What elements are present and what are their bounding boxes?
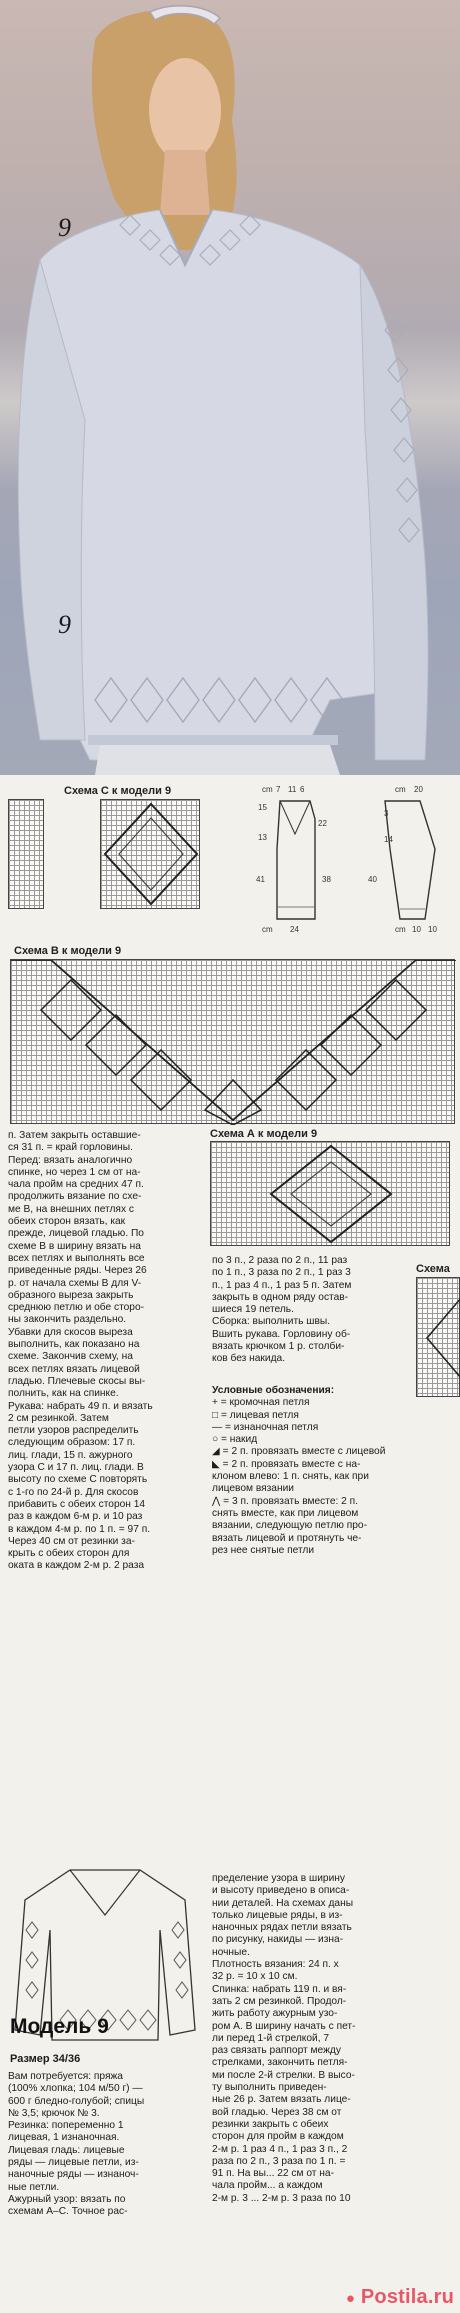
text-line: среднюю петлю и обе сторо- (8, 1302, 145, 1314)
text-line: сторон для пройм в каждом (212, 2131, 344, 2143)
text-line: по 1 п., 3 раза по 2 п., 1 раз 3 (212, 1267, 351, 1279)
model-number-label: 9 (58, 213, 71, 242)
legend-item: + = кромочная петля (212, 1397, 310, 1409)
dimension-label: 7 (276, 785, 281, 794)
text-line: резинки закрыть с обеих (212, 2118, 329, 2130)
text-line: 2-м р. 1 раз 4 п., 1 раз 3 п., 2 (212, 2143, 348, 2155)
watermark (346, 2286, 454, 2309)
text-line: ром А. В ширину начать с пет- (212, 2020, 356, 2032)
text-line: полнить, как на спинке. (8, 1388, 119, 1400)
scanned-instructions-page (0, 775, 460, 2313)
text-line: гладью. Плечевые скосы вы- (8, 1375, 146, 1387)
text-line: пределение узора в ширину (212, 1873, 345, 1884)
text-column-1 (8, 1130, 204, 1573)
text-line: шиеся 19 петель. (212, 1304, 294, 1316)
schema-c-side-grid (8, 799, 44, 909)
legend-item: ⋀ = 3 п. провязать вместе: 2 п. (212, 1495, 359, 1507)
text-line: закрыть в одном ряду остав- (212, 1291, 349, 1303)
text-line: Резинка: попеременно 1 (8, 2120, 124, 2132)
text-line: ми после 2-й стрелки. В высо- (212, 2069, 355, 2081)
text-line: спинке, но через 1 см от на- (8, 1166, 141, 1178)
dimension-label: 41 (256, 875, 265, 884)
text-line: вой гладью. Через 38 см от (212, 2106, 342, 2118)
schema-b-title: Схема В к модели 9 (14, 945, 122, 957)
text-line: наночных рядах петли вязать (212, 1922, 352, 1934)
text-line: следующим образом: 17 п. (8, 1437, 136, 1449)
dimension-label: 3 (384, 809, 389, 818)
schema-a-grid (210, 1141, 450, 1246)
text-line: Лицевая гладь: лицевые (8, 2144, 125, 2156)
text-line: прибавить с обеих сторон 14 (8, 1498, 146, 1510)
legend-item: ◣ = 2 п. провязать вместе с на- (212, 1458, 361, 1470)
dimension-label: cm (395, 925, 406, 934)
text-line: п., 1 раз 4 п., 1 раз 5 п. Затем (212, 1279, 352, 1291)
dimension-label: 11 (288, 785, 297, 794)
text-line: ные 26 р. Затем вязать лице- (212, 2094, 351, 2106)
text-line: Убавки для скосов выреза (8, 1326, 133, 1338)
dimension-label: 10 (428, 925, 437, 934)
text-line: 32 р. = 10 х 10 см. (212, 1971, 298, 1983)
legend-item: □ = лицевая петля (212, 1409, 299, 1421)
dimension-label: 14 (384, 835, 393, 844)
text-line: раз связать раппорт между (212, 2045, 341, 2057)
text-line: по 3 п., 2 раза по 2 п., 11 раз (212, 1255, 348, 1266)
text-line: всех петлях и выполнять все (8, 1252, 145, 1264)
text-line: Через 40 см от резинки за- (8, 1535, 135, 1547)
text-line: чала пройм... а каждом (212, 2180, 323, 2192)
text-line: Плотность вязания: 24 п. х (212, 1959, 339, 1971)
dimension-label: 15 (258, 803, 267, 812)
legend-item: вязании, следующую петлю про- (212, 1520, 367, 1532)
legend-item: ○ = накид (212, 1434, 258, 1446)
dimension-label: cm (262, 925, 273, 934)
dimension-label: 38 (322, 875, 331, 884)
legend-item: клоном влево: 1 п. снять, как при (212, 1471, 369, 1483)
schema-b-grid (10, 959, 455, 1124)
dimension-label: 10 (412, 925, 421, 934)
legend-item: — = изнаночная петля (212, 1421, 319, 1433)
text-line: ков без накида. (212, 1353, 286, 1365)
text-line: и высоту приведено в описа- (212, 1885, 350, 1897)
text-line: ли перед 1-й стрелкой, 7 (212, 2032, 330, 2044)
text-line: ночные. (212, 1946, 250, 1958)
dimension-label: 20 (414, 785, 423, 794)
text-line: нии деталей. На схемах даны (212, 1897, 354, 1909)
legend-item: снять вместе, как при лицевом (212, 1507, 359, 1519)
text-line: 600 г бледно-голубой; спицы (8, 2095, 145, 2107)
dimension-label: cm (262, 785, 273, 794)
text-line: схемам А–С. Точное рас- (8, 2206, 128, 2218)
schema-partial-grid (416, 1277, 460, 1397)
text-line: узора С и 17 п. лиц. глади. В (8, 1462, 144, 1474)
text-line: (100% хлопка; 104 м/50 г) — (8, 2083, 143, 2095)
text-line: жить работу ажурным узо- (212, 2008, 338, 2020)
text-bottom-left (8, 2071, 208, 2219)
text-bottom-right (212, 1873, 456, 2205)
text-line: стрелками, закончить петля- (212, 2057, 348, 2069)
text-line: окатa в каждом 2-м р. 2 раза (8, 1560, 145, 1572)
dimension-label: 22 (318, 819, 327, 828)
text-line: № 3,5; крючок № 3. (8, 2107, 100, 2119)
dimension-label: cm (395, 785, 406, 794)
legend-item: ◢ = 2 п. провязать вместе с лицевой (212, 1446, 386, 1458)
legend (212, 1385, 412, 1557)
model-number-label: 9 (58, 610, 71, 639)
sweater-photo-illustration (0, 0, 460, 775)
text-line: продолжить вязание по схе- (8, 1191, 142, 1203)
text-line: всех петлях вязать лицевой (8, 1363, 140, 1375)
text-line: ные петли. (8, 2181, 60, 2193)
model-photo (0, 0, 460, 775)
text-line: петли узоров распределить (8, 1425, 139, 1437)
text-line: схеме В в ширину вязать на (8, 1240, 141, 1252)
text-line: ны закончить раздельно. (8, 1314, 127, 1326)
garment-pattern-outlines (255, 789, 455, 939)
text-line: раза по 2 п., 3 раза по 1 п. = (212, 2155, 346, 2167)
text-line: только лицевые ряды, в из- (212, 1909, 343, 1921)
text-line: ме В, на внешних петлях с (8, 1203, 134, 1215)
watermark-text: Postila.ru (360, 2286, 454, 2308)
text-line: Ажурный узор: вязать по (8, 2193, 126, 2205)
legend-item: вязать лицевой и протянуть че- (212, 1532, 362, 1544)
schema-c-grid (100, 799, 200, 909)
text-line: Спинка: набрать 119 п. и вя- (212, 1983, 347, 1995)
text-line: наночные ряды — изнаноч- (8, 2169, 139, 2181)
legend-item: рез нее снятые петли (212, 1544, 315, 1556)
text-line: Вам потребуется: пряжа (8, 2071, 123, 2082)
text-line: схеме. Закончив схему, на (8, 1351, 133, 1363)
text-line: Рукава: набрать 49 п. и вязать (8, 1400, 153, 1412)
text-line: Перед: вязать аналогично (8, 1154, 133, 1166)
text-line: по рисунку, накиды — изна- (212, 1934, 344, 1946)
text-line: 91 п. На вы... 22 см от на- (212, 2168, 334, 2180)
text-line: р. от начала схемы В для V- (8, 1277, 142, 1289)
text-line: лиц. глади, 15 п. ажурного (8, 1449, 133, 1461)
dimension-label: 40 (368, 875, 377, 884)
text-line: в каждом 4-м р. по 1 п. = 97 п. (8, 1523, 151, 1535)
text-line: выполнить, как показано на (8, 1339, 140, 1351)
text-line: зать 2 см резинкой. Продол- (212, 1995, 347, 2007)
dimension-label: 13 (258, 833, 267, 842)
text-line: ся 31 п. = край горловины. (8, 1142, 133, 1154)
schema-c-title: Схема С к модели 9 (64, 785, 172, 797)
text-line: чала пройм на средних 47 п. (8, 1179, 144, 1191)
text-line: приведенные ряды. Через 26 (8, 1265, 147, 1277)
dimension-label: 24 (290, 925, 299, 934)
text-line: раз в каждом 6-м р. и 10 раз (8, 1511, 143, 1523)
text-line: образного выреза закрыть (8, 1289, 134, 1301)
text-line: обеих сторон вязать, как (8, 1216, 126, 1228)
size-line: Размер 34/36 (10, 2053, 81, 2065)
text-line: ряды — лицевые петли, из- (8, 2157, 139, 2169)
dimension-label: 6 (300, 785, 305, 794)
text-line: п. Затем закрыть оставшие- (8, 1130, 141, 1141)
schema-a-title: Схема А к модели 9 (210, 1128, 318, 1140)
text-line: Сборка: выполнить швы. (212, 1316, 331, 1328)
schema-partial-title: Схема (416, 1263, 450, 1275)
text-line: прежде, лицевой гладью. По (8, 1228, 144, 1240)
model-title: Модель 9 (10, 2015, 109, 2038)
text-line: крыть с обеих сторон для (8, 1548, 130, 1560)
text-line: ту выполнить приведен- (212, 2082, 327, 2094)
text-line: Вшить рукава. Горловину об- (212, 1328, 351, 1340)
legend-item: лицевом вязании (212, 1483, 294, 1495)
text-line: высоту по схеме С повторять (8, 1474, 148, 1486)
text-column-2 (212, 1255, 412, 1366)
text-line: 2 см резинкой. Затем (8, 1412, 109, 1424)
text-line: вязать крючком 1 р. столби- (212, 1341, 345, 1353)
watermark-icon: ● (345, 2290, 356, 2307)
legend-title: Условные обозначения: (212, 1385, 335, 1396)
text-line: с 1-го по 24-й р. Для скосов (8, 1486, 139, 1498)
text-line: лицевая, 1 изнаночная. (8, 2132, 120, 2144)
text-line: 2-м р. 3 ... 2-м р. 3 раза по 10 (212, 2192, 351, 2204)
